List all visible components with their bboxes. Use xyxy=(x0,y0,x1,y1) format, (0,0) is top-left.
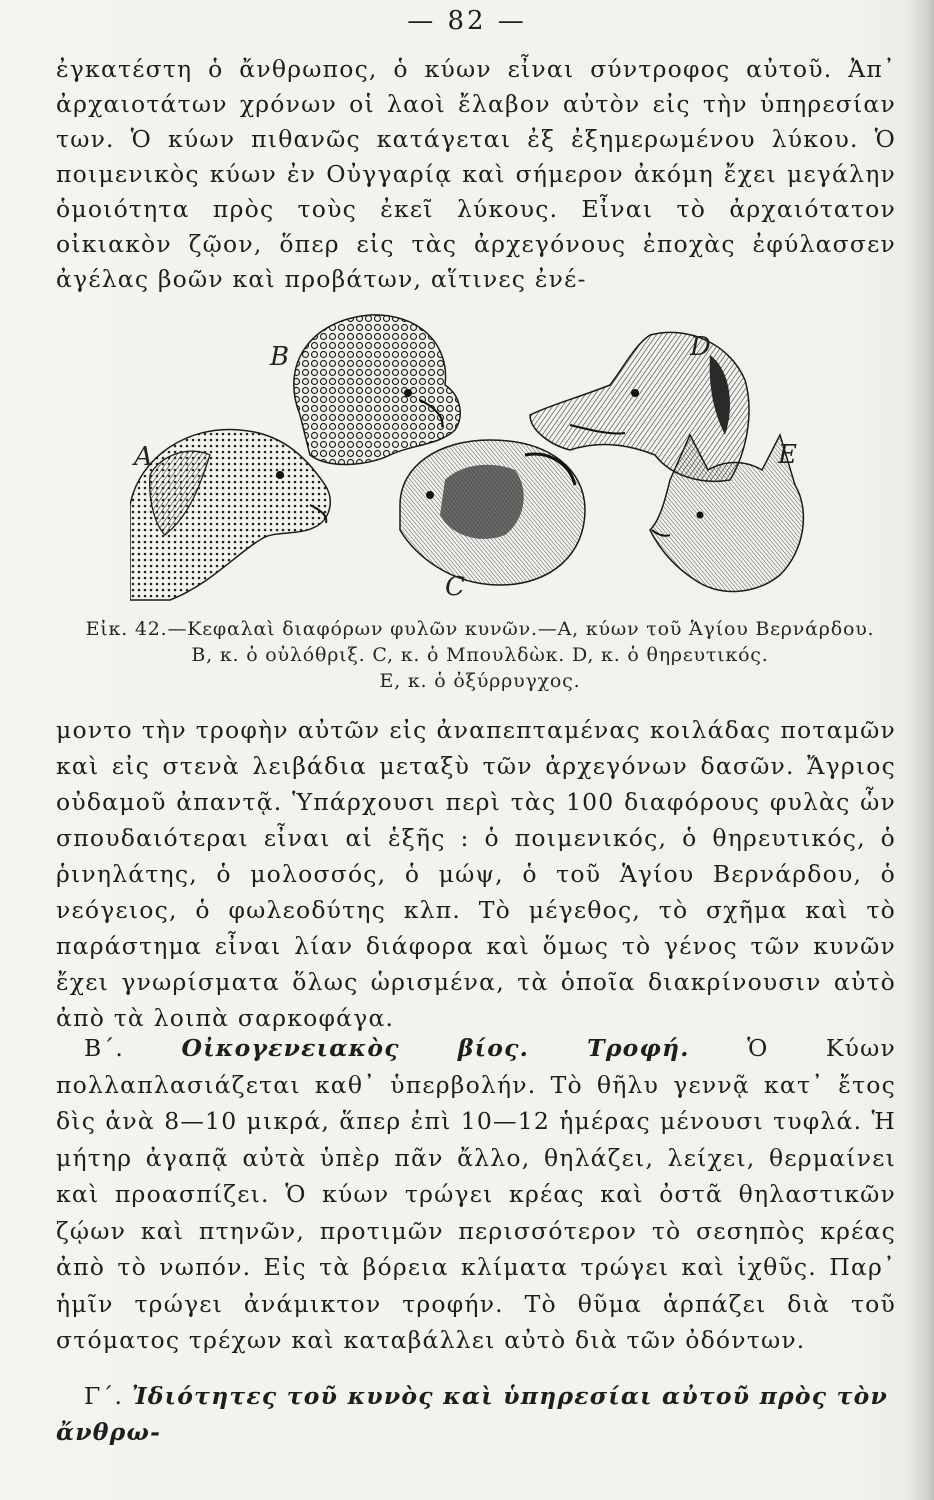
label-e: E xyxy=(778,440,797,470)
dog-heads-illustration xyxy=(130,305,810,605)
dog-c-bulldog-head xyxy=(400,440,585,585)
text-paragraph-2 xyxy=(56,712,896,1036)
page-edge-shadow xyxy=(906,0,934,1500)
label-b: B xyxy=(270,342,290,372)
label-a: A xyxy=(134,442,153,472)
caption-line-1: Εἰκ. 42.—Κεφαλαὶ διαφόρων φυλῶν κυνῶν.—Α, κύων τοῦ Ἁγίου Βερνάρδου. xyxy=(85,618,875,640)
section-b-number: Β΄. xyxy=(84,1034,125,1062)
illustration-svg xyxy=(130,305,810,605)
section-b xyxy=(56,1030,896,1359)
caption-line-2: Β, κ. ὁ οὐλόθριξ. C, κ. ὁ Μπουλδὼκ. D, κ. ὁ θηρευτικός. xyxy=(191,644,769,666)
paragraph-text: ἐγκατέστη ὁ ἄνθρωπος, ὁ κύων εἶναι σύντροφος αὐτοῦ. Ἀπ᾽ ἀρχαιοτάτων χρόνων οἱ λαοὶ ἔλαβον αὐτὸν εἰς τὴν ὑπηρεσίαν των. Ὁ κύων πιθανῶς κατάγεται ἐξ ἐξημερωμένου λύκου. Ὁ ποιμενικὸς κύων ἐν Οὐγγαρίᾳ καὶ σήμερον ἀκόμη ἔχει μεγάλην ὁμοιότητα πρὸς τοὺς ἐκεῖ λύκους. Εἶναι τὸ ἀρχαιότατον οἰκιακὸν ζῷον, ὅπερ εἰς τὰς ἀρχεγόνους ἐποχὰς ἐφύλασσεν ἀγέλας βοῶν καὶ προβάτων, αἵτινες ἐνέ- xyxy=(56,55,896,293)
text-paragraph-1 xyxy=(56,52,896,297)
dog-a-saint-bernard-head xyxy=(130,429,330,600)
section-c-number: Γ΄. xyxy=(84,1382,124,1410)
section-b-text: Ὁ Κύων πολλαπλασιάζεται καθ᾽ ὑπερβολήν. Τὸ θῆλυ γεννᾷ κατ᾽ ἔτος δὶς ἀνὰ 8—10 μικρά, ἅπερ ἐπὶ 10—12 ἡμέρας μένουσι τυφλά. Ἡ μήτηρ ἀγαπᾷ αὐτὰ ὑπὲρ πᾶν ἄλλο, θηλάζει, λείχει, θερμαίνει καὶ προασπίζει. Ὁ κύων τρώγει κρέας καὶ ὀστᾶ θηλαστικῶν ζῴων καὶ πτηνῶν, προτιμῶν περισσότερον τὸ σεσηπὸς κρέας ἀπὸ τὸ νωπόν. Εἰς τὰ βόρεια κλίματα τρώγει καὶ ἰχθῦς. Παρ᾽ ἡμῖν τρώγει ἀνάμικτον τροφήν. Τὸ θῦμα ἁρπάζει διὰ τοῦ στόματος τρέχων καὶ καταβάλλει αὐτὸ διὰ τῶν ὀδόντων. xyxy=(56,1034,897,1354)
section-c-heading xyxy=(56,1378,896,1450)
page-number: — 82 — xyxy=(407,6,527,36)
figure-caption xyxy=(80,616,880,694)
paragraph-text: μοντο τὴν τροφὴν αὐτῶν εἰς ἀναπεπταμένας κοιλάδας ποταμῶν καὶ εἰς στενὰ λειβάδια μεταξὺ τῶν ἀρχεγόνων δασῶν. Ἄγριος οὐδαμοῦ ἀπαντᾷ. Ὑπάρχουσι περὶ τὰς 100 διαφόρους φυλὰς ὧν σπουδαιότεραι εἶναι αἱ ἑξῆς : ὁ ποιμενικός, ὁ θηρευτικός, ὁ ῥινηλάτης, ὁ μολοσσός, ὁ μώψ, ὁ τοῦ Ἁγίου Βερνάρδου, ὁ νεόγειος, ὁ φωλεοδύτης κλπ. Τὸ μέγεθος, τὸ σχῆμα καὶ τὸ παράστημα εἶναι λίαν διάφορα καὶ ὅμως τὸ γένος τῶν κυνῶν ἔχει γνωρίσματα ὅλως ὡρισμένα, τὰ ὁποῖα διακρίνουσιν αὐτὸ ἀπὸ τὰ λοιπὰ σαρκοφάγα. xyxy=(56,716,896,1032)
label-d: D xyxy=(690,332,711,362)
section-c-title: Ἰδιότητες τοῦ κυνὸς καὶ ὑπηρεσίαι αὐτοῦ πρὸς τὸν ἄνθρω- xyxy=(56,1382,888,1446)
label-c: C xyxy=(445,572,465,602)
section-b-title: Οἰκογενειακὸς βίος. Τροφή. xyxy=(181,1034,690,1062)
dog-b-poodle-head xyxy=(294,315,460,465)
section-b-paragraph xyxy=(56,1030,896,1359)
dog-d-hound-head xyxy=(530,332,749,481)
caption-line-3: Ε, κ. ὁ ὀξύρρυγχος. xyxy=(379,670,581,692)
